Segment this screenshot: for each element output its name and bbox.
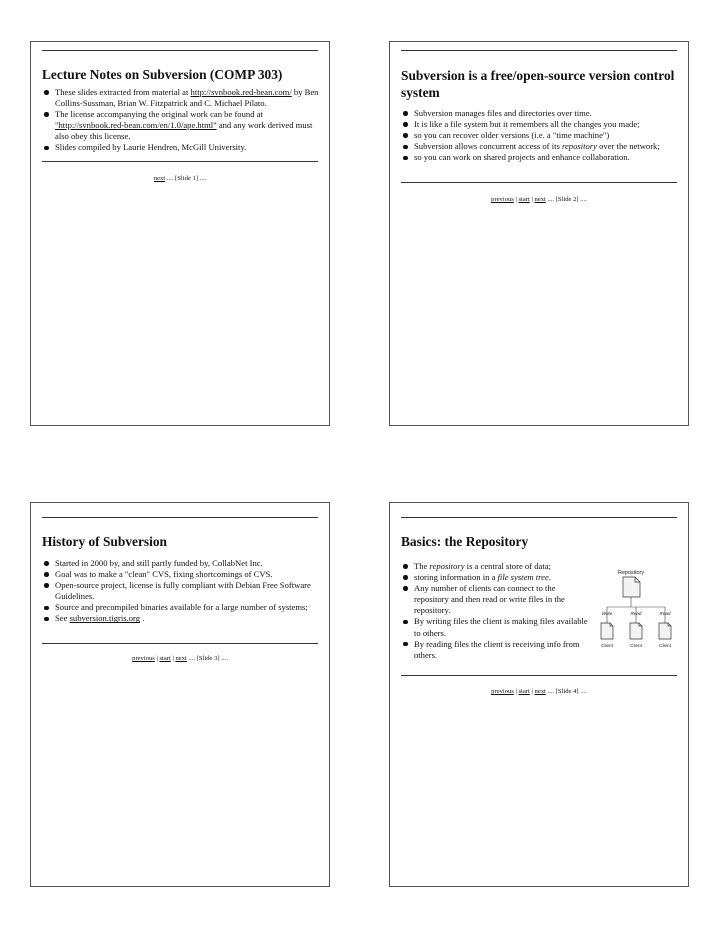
client-label: Client (601, 643, 613, 648)
bottom-rule (42, 161, 318, 162)
slide-status: .... [Slide 3] .... (186, 655, 228, 662)
repository-diagram (598, 567, 682, 659)
slide-title: Basics: the Repository (401, 534, 529, 549)
tigris-link[interactable]: subversion.tigris.org (69, 613, 141, 624)
previous-link[interactable]: previous (132, 655, 155, 662)
top-rule (42, 517, 318, 518)
list-item: These slides extracted from material at http://svnbook.red-bean.com/ by Ben Collins-Sussman, Brian W. Fitzpatrick and C. Michael Pilato. (55, 87, 319, 109)
list-item: so you can recover older versions (i.e. a "time machine") (414, 130, 678, 141)
read-label: Read (659, 611, 671, 616)
slide-status: .... [Slide 4] .... (545, 688, 587, 695)
list-item: Slides compiled by Laurie Hendren, McGill University. (55, 142, 319, 153)
client-file-icon (659, 623, 671, 639)
client-label: Client (630, 643, 642, 648)
license-link[interactable]: "http://svnbook.red-bean.com/en/1.0/ape.html" (55, 120, 217, 131)
bullet-list (401, 108, 678, 163)
start-link[interactable]: start (159, 655, 171, 662)
top-rule (42, 50, 318, 51)
slide-status: .... [Slide 2] .... (545, 196, 587, 203)
next-link[interactable]: next (534, 196, 546, 203)
repository-label: Repository (617, 570, 645, 576)
slide-nav: previous | start | next .... [Slide 4] .... (491, 688, 587, 695)
connector-lines (607, 597, 665, 623)
list-item: See subversion.tigris.org . (55, 613, 319, 624)
list-item: Subversion manages files and directories over time. (414, 108, 678, 119)
next-link[interactable]: next (534, 688, 546, 695)
svnbook-link[interactable]: http://svnbook.red-bean.com/ (190, 87, 292, 97)
start-link[interactable]: start (518, 688, 530, 695)
next-link[interactable]: next (175, 655, 187, 662)
list-item: The license accompanying the original work can be found at "http://svnbook.red-bean.com/en/1.0/ape.html" and any work derived must also obey this license. (55, 109, 319, 142)
list-item: Source and precompiled binaries available for a large number of systems; (55, 602, 319, 613)
list-item: Any number of clients can connect to the repository and then read or write files in the repository. (414, 583, 588, 616)
slide-4 (389, 502, 689, 887)
list-item: By reading files the client is receiving info from others. (414, 639, 588, 661)
list-item: The repository is a central store of data; (414, 561, 588, 572)
previous-link[interactable]: previous (491, 196, 514, 203)
top-rule (401, 50, 677, 51)
list-item: Open-source project, license is fully compliant with Debian Free Software Guidelines. (55, 580, 319, 602)
slide-1 (30, 41, 330, 426)
slide-nav: previous | start | next .... [Slide 2] .... (491, 196, 587, 203)
slide-nav (31, 175, 329, 182)
bottom-rule (401, 675, 677, 676)
list-item: Started in 2000 by, and still partly funded by, CollabNet Inc. (55, 558, 319, 569)
bullet-list (401, 561, 588, 661)
bottom-rule (42, 643, 318, 644)
list-item: Subversion allows concurrent access of its repository over the network; (414, 141, 678, 152)
read-label: Read (630, 611, 642, 616)
previous-link[interactable]: previous (491, 688, 514, 695)
list-item: Goal was to make a "clean" CVS, fixing shortcomings of CVS. (55, 569, 319, 580)
slide-2 (389, 41, 689, 426)
next-link[interactable]: next (153, 175, 166, 182)
list-item: storing information in a file system tree. (414, 572, 588, 583)
slide-status: .... [Slide 1] .... (165, 175, 207, 182)
bullet-list (42, 558, 319, 625)
slide-title: Lecture Notes on Subversion (COMP 303) (42, 67, 283, 82)
list-item: By writing files the client is making files available to others. (414, 616, 588, 638)
slide-title: Subversion is a free/open-source version control system (401, 68, 675, 100)
start-link[interactable]: start (518, 196, 530, 203)
client-label: Client (659, 643, 671, 648)
slide-nav: previous | start | next .... [Slide 3] .... (132, 655, 228, 662)
list-item: so you can work on shared projects and enhance collaboration. (414, 152, 678, 163)
bullet-list (42, 87, 319, 154)
client-file-icon (601, 623, 613, 639)
slide-title: History of Subversion (42, 534, 167, 549)
bottom-rule (401, 182, 677, 183)
client-file-icon (630, 623, 642, 639)
list-item: It is like a file system but it remembers all the changes you made; (414, 119, 678, 130)
write-label: Write (601, 611, 613, 616)
top-rule (401, 517, 677, 518)
slide-3 (30, 502, 330, 887)
repository-file-icon (623, 577, 640, 597)
